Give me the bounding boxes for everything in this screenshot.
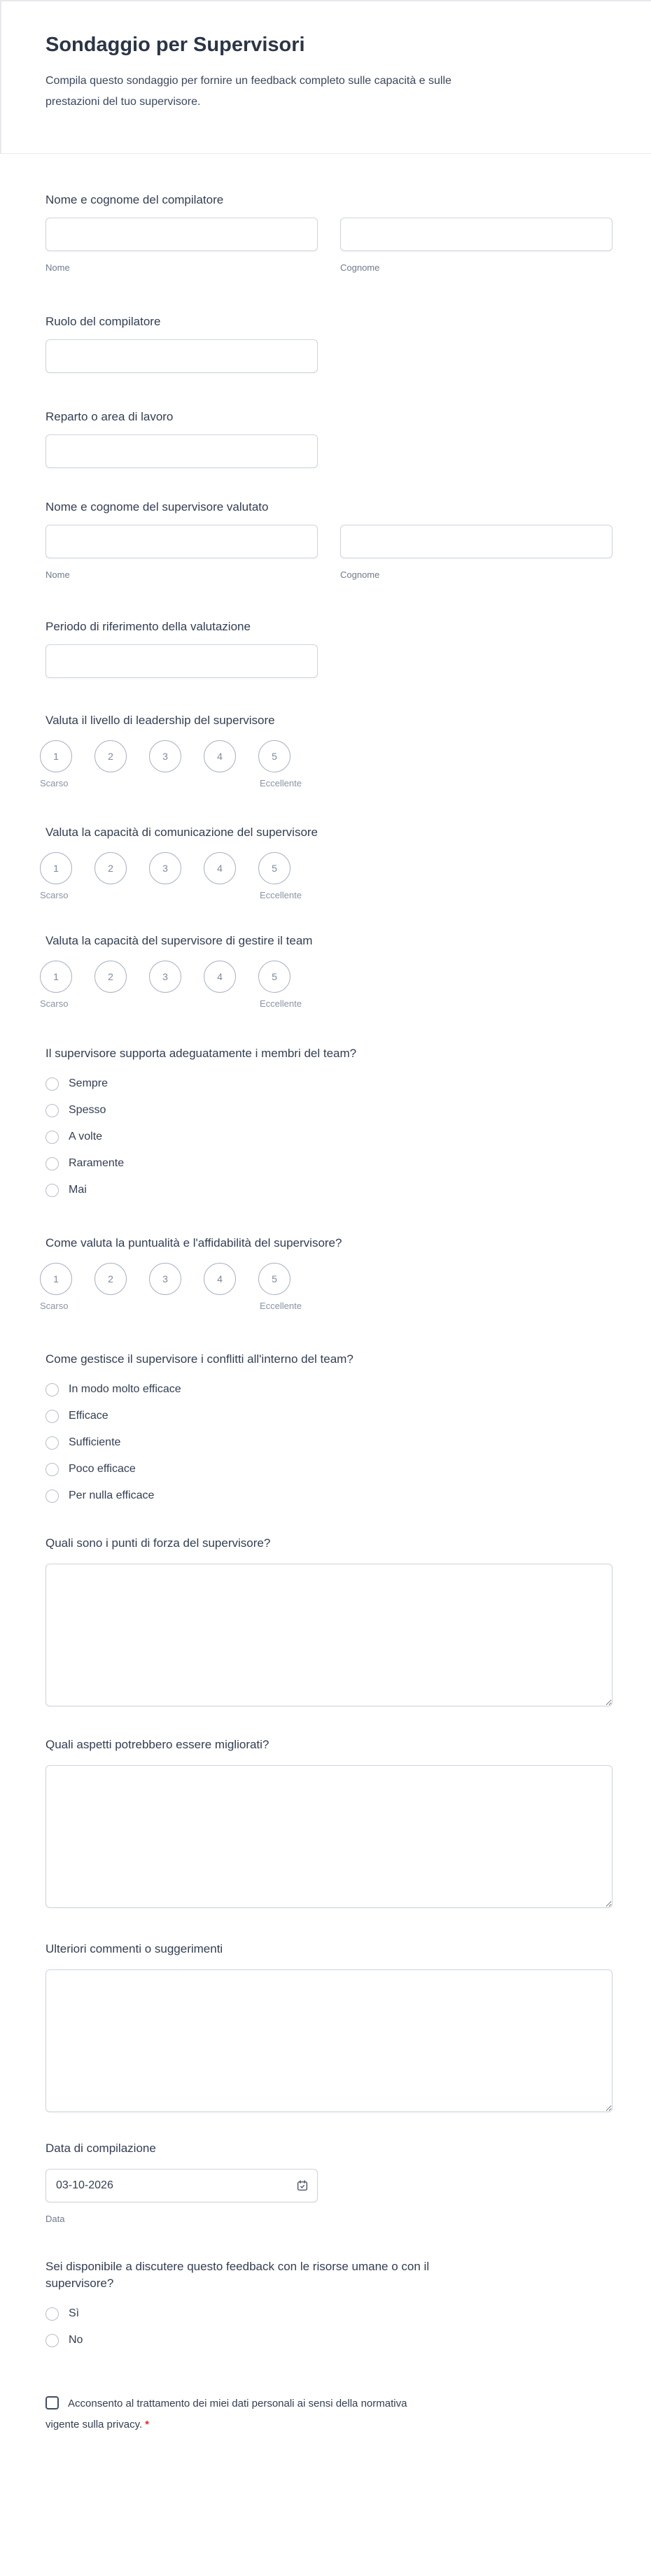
first-name-sublabel: Nome [46, 569, 70, 580]
rating-circle-5[interactable]: 5 [258, 852, 290, 884]
question-label: Sei disponibile a discutere questo feedback con le risorse umane o con il supervisore? [46, 2260, 430, 2290]
strengths-textarea[interactable] [46, 1564, 612, 1706]
question-label: Valuta la capacità di comunicazione del supervisore [46, 826, 318, 839]
rating-circle-2[interactable]: 2 [94, 961, 127, 993]
rating-scale [40, 1263, 612, 1295]
calendar-check-icon[interactable] [296, 2179, 309, 2192]
question-label: Nome e cognome del supervisore valutato [46, 500, 269, 514]
period-input[interactable] [46, 644, 318, 678]
radio-label: Sufficiente [69, 1436, 121, 1448]
radio-option-efficace[interactable] [46, 1403, 612, 1429]
radio-group [46, 1070, 612, 1203]
question-department [46, 409, 612, 468]
rating-circle-1[interactable]: 1 [40, 740, 72, 772]
form-title: Sondaggio per Supervisori [46, 34, 305, 56]
radio-option-spesso[interactable] [46, 1097, 612, 1124]
rating-scale [40, 852, 612, 884]
rating-circle-3[interactable]: 3 [149, 740, 181, 772]
last-name-sublabel: Cognome [340, 569, 380, 580]
consent-label: Acconsento al trattamento dei miei dati personali ai sensi della normativa vigente sulla privacy. [46, 2398, 407, 2430]
radio-label: Sì [69, 2307, 80, 2319]
improvements-textarea[interactable] [46, 1765, 612, 1908]
question-consent [46, 2393, 612, 2435]
scale-min-label: Scarso [40, 890, 69, 900]
rating-circle-4[interactable]: 4 [204, 740, 236, 772]
radio-circle[interactable] [46, 1104, 59, 1117]
question-communication-rating [40, 824, 612, 903]
radio-circle[interactable] [46, 1157, 59, 1170]
scale-labels [40, 890, 612, 903]
scale-max-label: Eccellente [260, 890, 302, 900]
question-label: Il supervisore supporta adeguatamente i membri del team? [46, 1047, 357, 1060]
question-improvements [46, 1736, 612, 1908]
question-label: Nome e cognome del compilatore [46, 193, 224, 206]
rating-circle-2[interactable]: 2 [94, 852, 127, 884]
rating-circle-4[interactable]: 4 [204, 852, 236, 884]
question-discuss [46, 2258, 612, 2354]
question-label: Quali sono i punti di forza del supervisore? [46, 1536, 271, 1550]
compiler-role-input[interactable] [46, 339, 318, 373]
radio-circle[interactable] [46, 1077, 59, 1091]
radio-group [46, 2300, 612, 2354]
question-strengths [46, 1535, 612, 1706]
rating-circle-2[interactable]: 2 [94, 740, 127, 772]
question-team-management-rating [40, 933, 612, 1011]
scale-min-label: Scarso [40, 998, 69, 1009]
radio-circle[interactable] [46, 2307, 59, 2321]
rating-circle-3[interactable]: 3 [149, 852, 181, 884]
scale-min-label: Scarso [40, 1301, 69, 1311]
radio-label: Per nulla efficace [69, 1489, 155, 1501]
radio-label: No [69, 2334, 83, 2346]
date-sublabel: Data [46, 2214, 65, 2224]
scale-max-label: Eccellente [260, 778, 302, 788]
radio-label: Poco efficace [69, 1463, 136, 1475]
question-label: Data di compilazione [46, 2142, 156, 2155]
rating-circle-1[interactable]: 1 [40, 852, 72, 884]
rating-circle-1[interactable]: 1 [40, 1263, 72, 1295]
radio-option-sempre[interactable] [46, 1070, 612, 1097]
scale-labels [40, 778, 612, 791]
rating-circle-5[interactable]: 5 [258, 961, 290, 993]
radio-option-per-nulla-efficace[interactable] [46, 1482, 612, 1509]
consent-row [46, 2393, 416, 2435]
radio-option-no[interactable] [46, 2327, 612, 2354]
scale-labels [40, 1301, 612, 1313]
last-name-sublabel: Cognome [340, 262, 380, 273]
question-conflict [46, 1351, 612, 1509]
radio-circle[interactable] [46, 1131, 59, 1144]
radio-label: Raramente [69, 1157, 125, 1169]
question-comments [46, 1941, 612, 2112]
radio-label: In modo molto efficace [69, 1383, 181, 1395]
radio-label: Spesso [69, 1104, 106, 1116]
rating-circle-5[interactable]: 5 [258, 740, 290, 772]
rating-scale [40, 740, 612, 772]
question-supervisor-name [46, 499, 612, 581]
radio-option-si[interactable] [46, 2300, 612, 2327]
question-label: Quali aspetti potrebbero essere migliorati? [46, 1738, 270, 1751]
supervisor-last-name-input[interactable] [340, 525, 612, 558]
rating-circle-1[interactable]: 1 [40, 961, 72, 993]
rating-circle-3[interactable]: 3 [149, 961, 181, 993]
consent-checkbox[interactable] [46, 2396, 59, 2409]
scale-labels [40, 998, 612, 1011]
scale-min-label: Scarso [40, 778, 69, 788]
radio-option-molto-efficace[interactable] [46, 1376, 612, 1403]
question-compiler-name [46, 192, 612, 274]
rating-circle-4[interactable]: 4 [204, 1263, 236, 1295]
radio-option-poco-efficace[interactable] [46, 1456, 612, 1482]
question-punctuality-rating [40, 1235, 612, 1313]
comments-textarea[interactable] [46, 1969, 612, 2112]
question-label: Valuta la capacità del supervisore di gestire il team [46, 934, 313, 947]
question-leadership-rating [40, 712, 612, 791]
radio-circle[interactable] [46, 1489, 59, 1503]
radio-circle[interactable] [46, 1436, 59, 1450]
radio-option-sufficiente[interactable] [46, 1429, 612, 1456]
rating-scale [40, 961, 612, 993]
question-support [46, 1045, 612, 1203]
radio-circle[interactable] [46, 1184, 59, 1197]
radio-option-a-volte[interactable] [46, 1124, 612, 1150]
scale-max-label: Eccellente [260, 998, 302, 1009]
required-asterisk: * [145, 2419, 149, 2430]
question-label: Ruolo del compilatore [46, 315, 161, 328]
rating-circle-5[interactable]: 5 [258, 1263, 290, 1295]
rating-circle-2[interactable]: 2 [94, 1263, 127, 1295]
radio-option-mai[interactable] [46, 1177, 612, 1203]
radio-label: A volte [69, 1131, 103, 1142]
question-label: Ulteriori commenti o suggerimenti [46, 1942, 223, 1955]
question-period [46, 618, 612, 678]
radio-circle[interactable] [46, 1383, 59, 1396]
scale-max-label: Eccellente [260, 1301, 302, 1311]
question-label: Valuta il livello di leadership del supervisore [46, 714, 275, 727]
left-border [0, 0, 1, 154]
supervisor-first-name-input[interactable] [46, 525, 318, 558]
header-divider [0, 153, 651, 154]
first-name-sublabel: Nome [46, 262, 70, 273]
question-compiler-role [46, 313, 612, 373]
compiler-last-name-input[interactable] [340, 218, 612, 251]
compiler-first-name-input[interactable] [46, 218, 318, 251]
radio-circle[interactable] [46, 1463, 59, 1476]
department-input[interactable] [46, 434, 318, 468]
question-label: Come gestisce il supervisore i conflitti all'interno del team? [46, 1352, 354, 1366]
radio-circle[interactable] [46, 2334, 59, 2347]
radio-label: Mai [69, 1184, 87, 1196]
form-subtitle: Compila questo sondaggio per fornire un feedback completo sulle capacità e sulle prestazioni del tuo supervisore. [46, 75, 451, 108]
rating-circle-3[interactable]: 3 [149, 1263, 181, 1295]
question-label: Reparto o area di lavoro [46, 410, 174, 423]
radio-label: Sempre [69, 1077, 108, 1089]
question-label: Come valuta la puntualità e l'affidabilità del supervisore? [46, 1236, 342, 1250]
question-label: Periodo di riferimento della valutazione [46, 620, 251, 633]
question-date [46, 2140, 612, 2225]
top-border [0, 0, 651, 1]
radio-option-raramente[interactable] [46, 1150, 612, 1177]
radio-label: Efficace [69, 1410, 108, 1422]
radio-circle[interactable] [46, 1410, 59, 1423]
rating-circle-4[interactable]: 4 [204, 961, 236, 993]
date-input[interactable] [46, 2169, 318, 2202]
radio-group [46, 1376, 612, 1509]
